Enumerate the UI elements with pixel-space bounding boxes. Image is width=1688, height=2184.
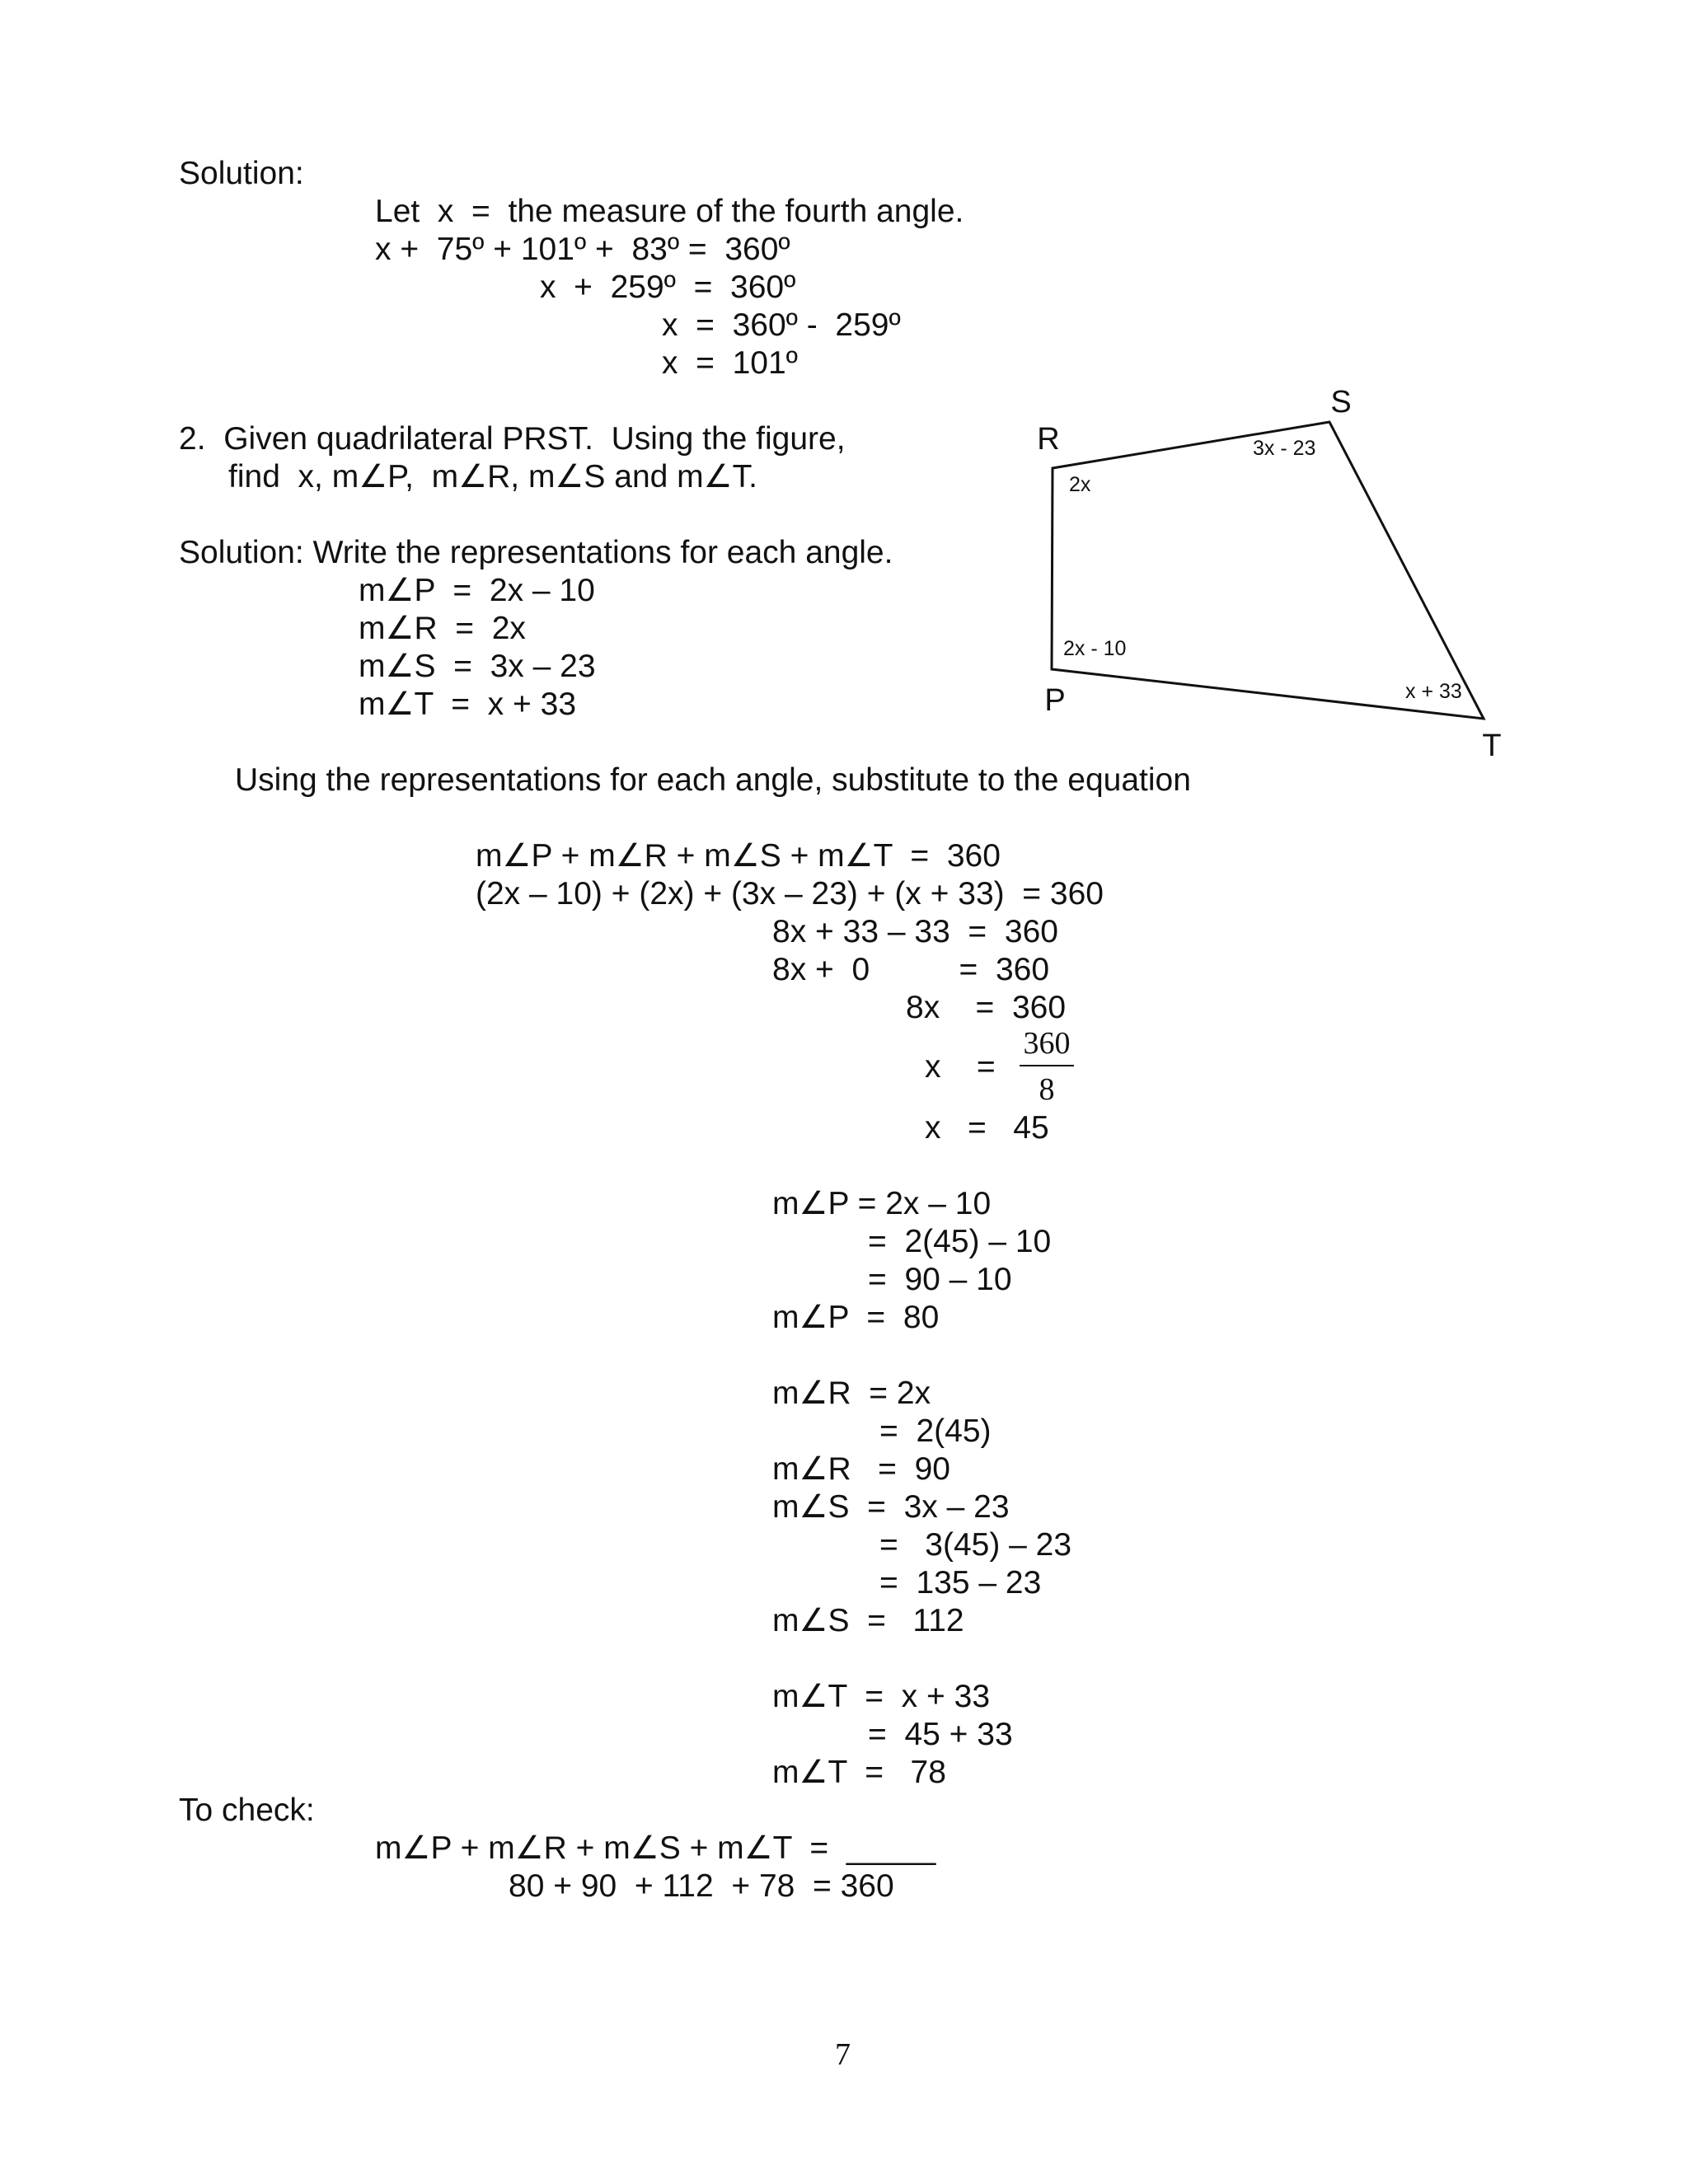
angle-p-step-1: m∠P = 2x – 10 (772, 1186, 992, 1221)
vertex-label-s: S (1330, 385, 1352, 419)
equation-line-6: x = (925, 1049, 996, 1085)
equation-line-7: x = 45 (925, 1110, 1049, 1146)
representation-r: m∠R = 2x (359, 611, 526, 646)
equation-line-1: m∠P + m∠R + m∠S + m∠T = 360 (476, 838, 1001, 874)
quadrilateral-shape (1052, 422, 1484, 719)
fraction-numerator: 360 (1023, 1026, 1071, 1061)
solution-line-result: x = 101º (662, 345, 798, 381)
quadrilateral-figure (1022, 371, 1517, 766)
problem2-solution-intro: Solution: Write the representations for each angle. (179, 535, 893, 570)
solution-heading: Solution: (179, 156, 304, 191)
solution-line-equation: x + 75º + 101º + 83º = 360º (375, 232, 790, 267)
angle-label-t: x + 33 (1405, 680, 1462, 703)
equation-line-4: 8x + 0 = 360 (772, 952, 1050, 987)
vertex-label-t: T (1482, 729, 1502, 763)
angle-r-step-1: m∠R = 2x (772, 1376, 931, 1411)
check-line-2: 80 + 90 + 112 + 78 = 360 (509, 1868, 894, 1904)
angle-s-result: m∠S = 112 (772, 1603, 964, 1638)
angle-label-s: 3x - 23 (1253, 437, 1316, 460)
angle-t-result: m∠T = 78 (772, 1755, 946, 1790)
angle-t-step-1: m∠T = x + 33 (772, 1679, 991, 1714)
angle-p-step-2: = 2(45) – 10 (868, 1224, 1052, 1259)
solution-line-combined: x + 259º = 360º (540, 269, 796, 305)
angle-p-step-3: = 90 – 10 (868, 1262, 1012, 1297)
fraction-denominator: 8 (1039, 1072, 1055, 1107)
equation-line-3: 8x + 33 – 33 = 360 (772, 914, 1058, 949)
angle-s-step-2: = 3(45) – 23 (879, 1527, 1072, 1563)
representation-p: m∠P = 2x – 10 (359, 573, 595, 608)
representation-s: m∠S = 3x – 23 (359, 649, 596, 684)
solution-line-subtract: x = 360º - 259º (662, 307, 901, 343)
page-number: 7 (835, 2037, 851, 2072)
equation-line-2: (2x – 10) + (2x) + (3x – 23) + (x + 33) = 360 (476, 876, 1104, 912)
check-line-1: m∠P + m∠R + m∠S + m∠T = _____ (375, 1830, 936, 1866)
angle-label-r: 2x (1069, 473, 1091, 496)
angle-t-step-2: = 45 + 33 (868, 1717, 1013, 1752)
angle-r-result: m∠R = 90 (772, 1451, 950, 1487)
solution-line-let: Let x = the measure of the fourth angle. (375, 194, 964, 229)
angle-r-step-2: = 2(45) (879, 1413, 992, 1449)
equation-line-5: 8x = 360 (906, 990, 1067, 1025)
problem2-statement-line1: 2. Given quadrilateral PRST. Using the figure, (179, 421, 846, 457)
vertex-label-p: P (1044, 683, 1066, 718)
angle-s-step-3: = 135 – 23 (879, 1565, 1042, 1601)
fraction-bar (1020, 1065, 1074, 1066)
angle-s-step-1: m∠S = 3x – 23 (772, 1489, 1010, 1525)
angle-label-p: 2x - 10 (1063, 637, 1127, 660)
vertex-label-r: R (1037, 422, 1060, 457)
problem2-statement-line2: find x, m∠P, m∠R, m∠S and m∠T. (228, 459, 757, 494)
substitute-instruction: Using the representations for each angle, substitute to the equation (235, 762, 1191, 798)
representation-t: m∠T = x + 33 (359, 687, 577, 722)
angle-p-result: m∠P = 80 (772, 1300, 940, 1335)
check-heading: To check: (179, 1793, 315, 1828)
